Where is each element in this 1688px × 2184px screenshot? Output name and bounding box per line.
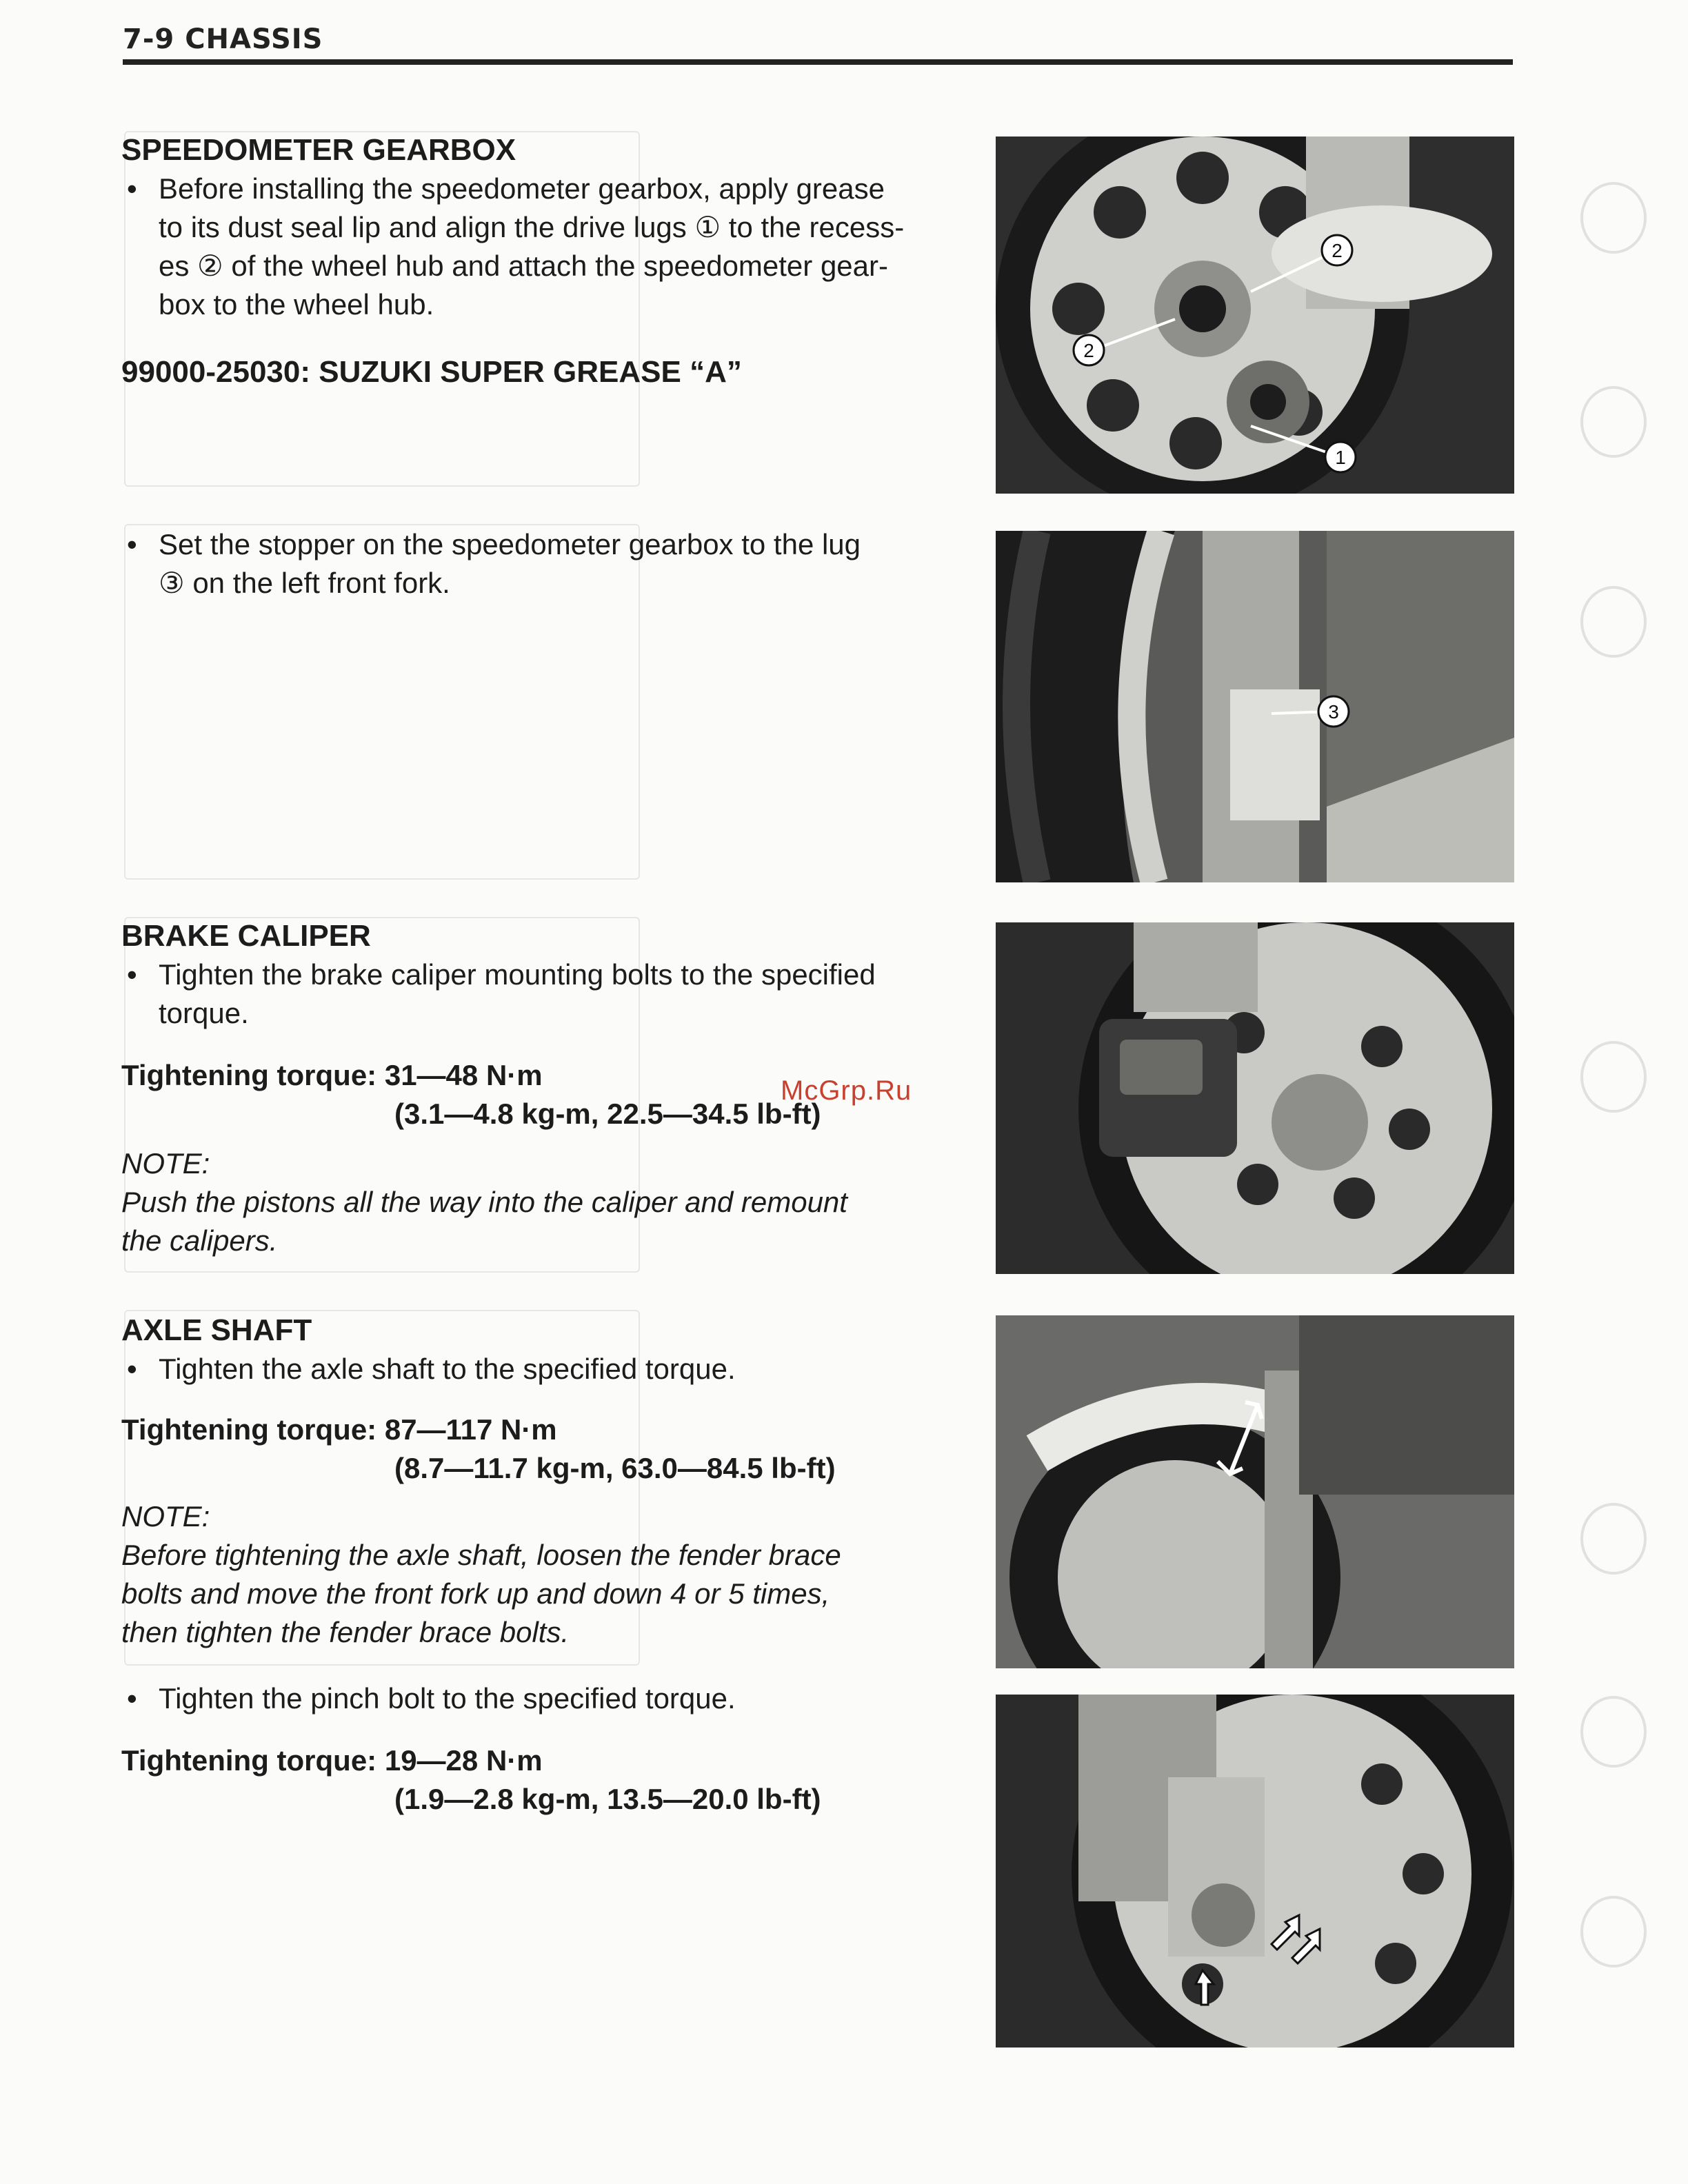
photo-illustration xyxy=(996,531,1514,882)
photo-speedometer-gearbox xyxy=(996,136,1514,494)
torque-main: Tightening torque: 31—48 N·m xyxy=(121,1059,543,1091)
bullet-item xyxy=(121,1679,963,1718)
note-line: bolts and move the front fork up and down 4 or 5 times, xyxy=(121,1577,830,1610)
note-line: then tighten the fender brace bolts. xyxy=(121,1616,570,1648)
photo-illustration xyxy=(996,136,1514,494)
binder-ring xyxy=(1580,1896,1647,1968)
bullet-line: to its dust seal lip and align the drive lugs ① to the recess- xyxy=(159,211,905,243)
section-heading: SPEEDOMETER GEARBOX xyxy=(121,133,516,167)
callout-three: 3 xyxy=(1328,701,1339,722)
binder-ring xyxy=(1580,1696,1647,1768)
brake-caliper-note xyxy=(121,1144,963,1260)
header-rule xyxy=(123,59,1513,65)
section-heading: AXLE SHAFT xyxy=(121,1313,312,1347)
binder-ring xyxy=(1580,386,1647,458)
bullet-line: box to the wheel hub. xyxy=(159,288,434,321)
axle-shaft-torque xyxy=(121,1410,963,1488)
stopper-section xyxy=(121,525,963,603)
photo-illustration xyxy=(996,1315,1514,1668)
bullet-item xyxy=(121,1350,963,1388)
bullet-dot: • xyxy=(127,172,137,205)
callout-two: 2 xyxy=(1332,240,1343,261)
bullet-dot: • xyxy=(127,1353,137,1385)
torque-main: Tightening torque: 19—28 N·m xyxy=(121,1744,543,1777)
callout-numbers xyxy=(1318,696,1349,727)
binder-ring xyxy=(1580,1041,1647,1113)
torque-alt: (3.1—4.8 kg-m, 22.5—34.5 lb-ft) xyxy=(394,1098,821,1130)
brake-caliper-section xyxy=(121,917,963,1033)
section-heading: BRAKE CALIPER xyxy=(121,919,371,953)
callout-two: 2 xyxy=(1083,340,1094,361)
torque-main: Tightening torque: 87—117 N·m xyxy=(121,1413,557,1446)
watermark: McGrp.Ru xyxy=(781,1075,912,1106)
axle-shaft-section xyxy=(121,1311,963,1388)
note-label: NOTE: xyxy=(121,1147,210,1180)
binder-ring xyxy=(1580,182,1647,254)
bullet-item xyxy=(121,956,963,1033)
photo-fork-movement xyxy=(996,1315,1514,1668)
note-label: NOTE: xyxy=(121,1500,210,1533)
bullet-line: torque. xyxy=(159,997,249,1029)
bullet-line: Tighten the brake caliper mounting bolts to the specified xyxy=(159,958,876,991)
pinch-bolt-torque xyxy=(121,1741,963,1819)
bullet-line: ③ on the left front fork. xyxy=(159,567,450,599)
bullet-item xyxy=(121,170,963,324)
bullet-line: es ② of the wheel hub and attach the speedometer gear- xyxy=(159,250,888,282)
photo-pinch-bolt xyxy=(996,1695,1514,2048)
bullet-line: Tighten the axle shaft to the specified torque. xyxy=(159,1353,736,1385)
grease-part-number: 99000-25030: SUZUKI SUPER GREASE “A” xyxy=(121,355,742,389)
speedometer-gearbox-section xyxy=(121,131,963,324)
note-line: the calipers. xyxy=(121,1224,278,1257)
binder-ring xyxy=(1580,1503,1647,1575)
axle-shaft-note xyxy=(121,1497,963,1652)
torque-alt: (8.7—11.7 kg-m, 63.0—84.5 lb-ft) xyxy=(394,1452,836,1484)
bullet-dot: • xyxy=(127,528,137,560)
binder-ring xyxy=(1580,586,1647,658)
bullet-item xyxy=(121,525,963,603)
bullet-line: Before installing the speedometer gearbox, apply grease xyxy=(159,172,885,205)
photo-fork-lug xyxy=(996,531,1514,882)
note-line: Before tightening the axle shaft, loosen the fender brace xyxy=(121,1539,841,1571)
note-line: Push the pistons all the way into the caliper and remount xyxy=(121,1186,847,1218)
bullet-dot: • xyxy=(127,1682,137,1715)
page-header: 7-9 CHASSIS xyxy=(123,23,323,55)
callout-one: 1 xyxy=(1335,447,1346,468)
torque-alt: (1.9—2.8 kg-m, 13.5—20.0 lb-ft) xyxy=(394,1783,821,1815)
bullet-dot: • xyxy=(127,958,137,991)
bullet-line: Tighten the pinch bolt to the specified torque. xyxy=(159,1682,736,1715)
photo-brake-caliper xyxy=(996,922,1514,1274)
bullet-line: Set the stopper on the speedometer gearbox to the lug xyxy=(159,528,861,560)
photo-illustration xyxy=(996,922,1514,1274)
pinch-bolt-section xyxy=(121,1679,963,1718)
photo-illustration xyxy=(996,1695,1514,2048)
